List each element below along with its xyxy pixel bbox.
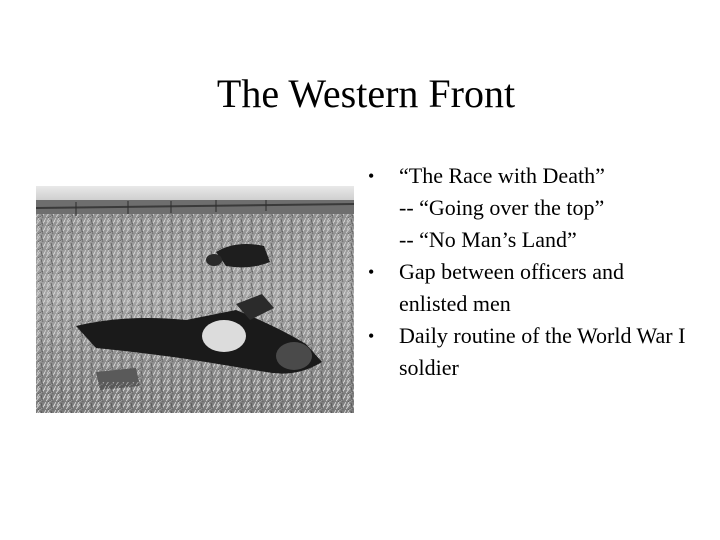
bullet-list: [368, 160, 688, 384]
bullet-marker: •: [368, 262, 375, 282]
bullet-item: [368, 320, 688, 384]
bullet-text: Gap between officers and enlisted men: [399, 259, 624, 316]
battlefield-photo-graphic: [36, 186, 354, 413]
bullet-text: “The Race with Death”: [399, 163, 605, 188]
bullet-item: [368, 160, 688, 256]
bullet-sub-line: -- “Going over the top”: [399, 195, 605, 220]
bullet-marker: •: [368, 166, 375, 186]
bullet-marker: •: [368, 326, 375, 346]
battlefield-photo: [36, 186, 354, 413]
bullet-sub-line: -- “No Man’s Land”: [399, 227, 577, 252]
slide-title: The Western Front: [216, 71, 516, 116]
bullet-item: [368, 256, 688, 320]
bullet-text: Daily routine of the World War I soldier: [399, 323, 686, 380]
